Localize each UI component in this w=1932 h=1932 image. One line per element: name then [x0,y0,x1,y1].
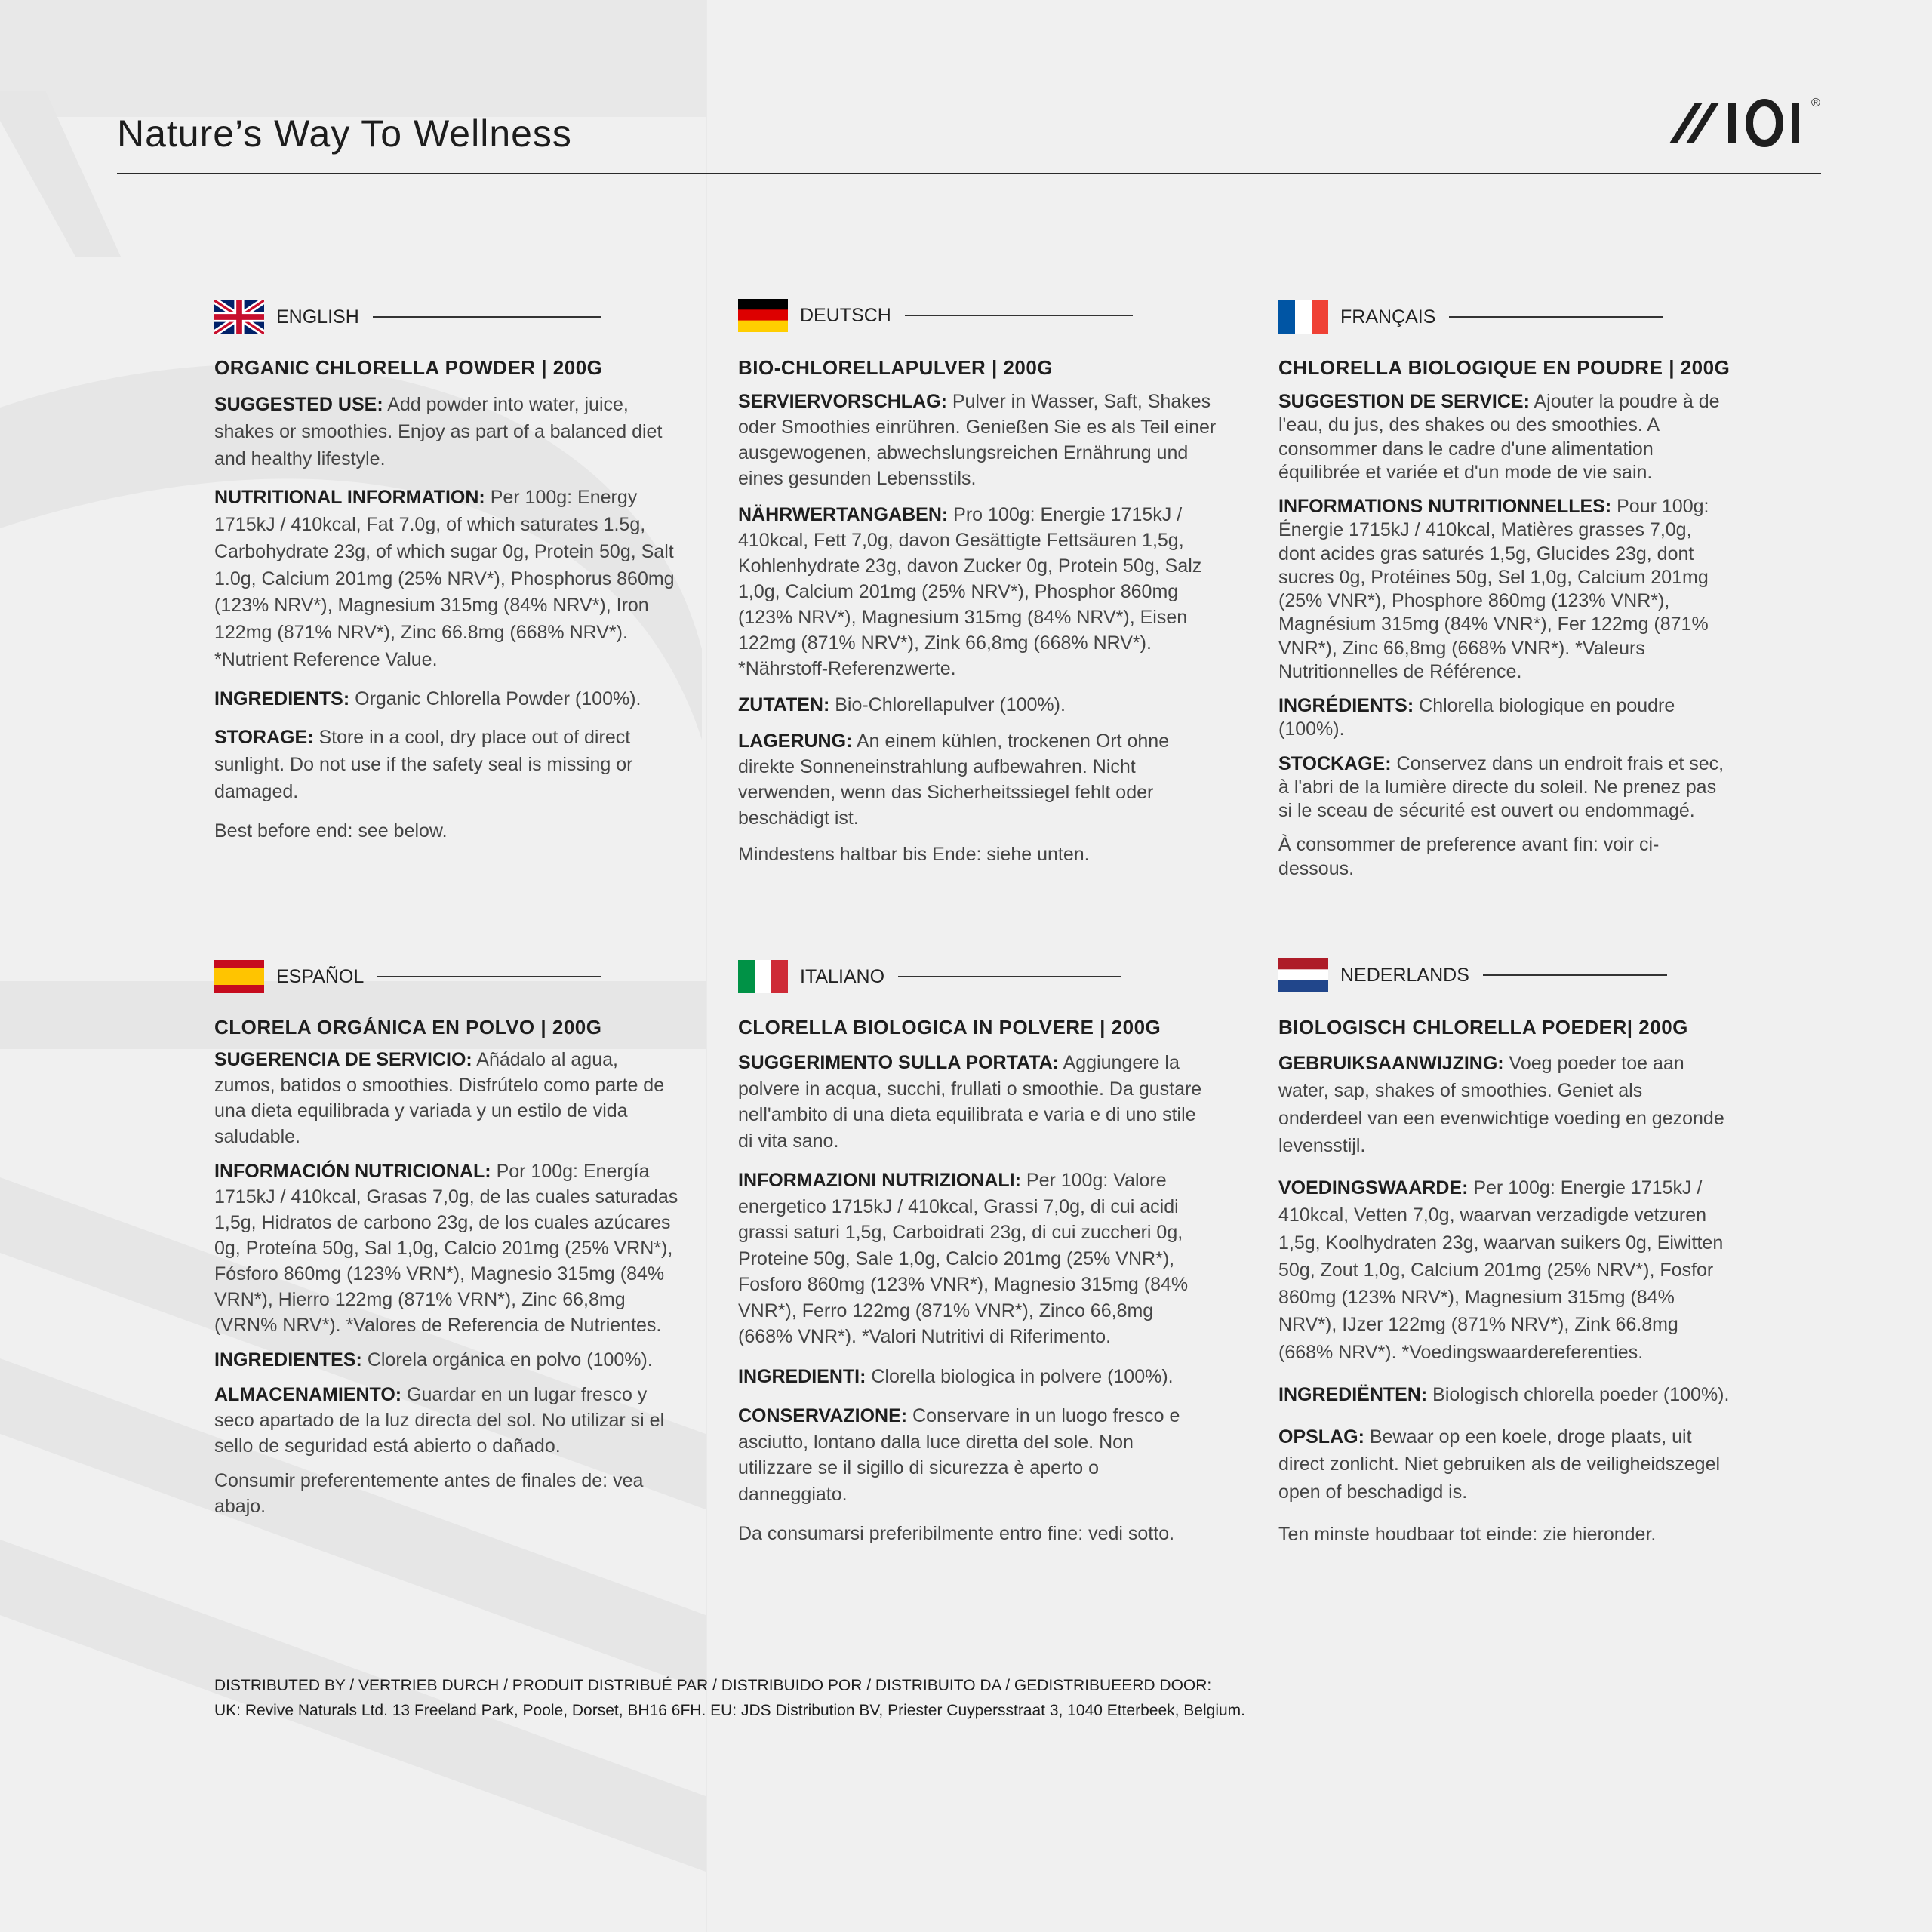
ingredients-text: INGREDIENTS: Organic Chlorella Powder (100%). [214,688,641,709]
nutrition-text: NÄHRWERTANGABEN: Pro 100g: Energie 1715kJ / 410kcal, Fett 7,0g, davon Gesättigte Fettsäuren 1,5g, Kohlenhydrate 23g, davon Zucker 0g, Protein 50g, Salz 1,0g, Calcium 201mg (25% NRV*), Phosphor 860mg (123% NRV*), Magnesium 315mg (84% NRV*), Eisen 122mg (871% NRV*), Zink 66,8mg (668% NRV*). *Nährstoff-Referenzwerte. [738,504,1202,679]
ingredients-text: INGREDIENTES: Clorela orgánica en polvo (100%). [214,1349,653,1371]
language-rule [373,316,601,318]
section-francais [1278,300,1731,881]
product-title: CLORELA ORGÁNICA EN POLVO | 200G [214,1016,602,1038]
uk-flag-icon [214,300,264,334]
nutrition-text: NUTRITIONAL INFORMATION: Per 100g: Energy 1715kJ / 410kcal, Fat 7.0g, of which saturates 1.5g, Carbohydrate 23g, of which sugar 0g, Protein 50g, Salt 1.0g, Calcium 201mg (25% NRV*), Phosphorus 860mg (123% NRV*), Magnesium 315mg (84% NRV*), Iron 122mg (871% NRV*), Zinc 66.8mg (668% NRV*). *Nutrient Reference Value. [214,487,675,670]
section-english [214,300,682,844]
storage-text: LAGERUNG: An einem kühlen, trockenen Ort ohne direkte Sonneneinstrahlung aufbewahren. Nicht verwenden, wenn das Sicherheitssiegel fehlt oder beschädigt ist. [738,731,1170,829]
nutrition-text: INFORMAZIONI NUTRIZIONALI: Per 100g: Valore energetico 1715kJ / 410kcal, Grassi 7,0g, di cui acidi grassi saturi 1,5g, Carboidrati 23g, di cui zuccheri 0g, Proteine 50g, Sale 1,0g, Calcio 201mg (25% VNR*), Fosforo 860mg (123% VNR*), Magnesio 315mg (84% VNR*), Ferro 122mg (871% VNR*), Zinco 66,8mg (668% VNR*). *Valori Nutritivi di Riferimento. [738,1170,1189,1347]
product-title: CHLORELLA BIOLOGIQUE EN POUDRE | 200G [1278,356,1730,379]
storage-text: STOCKAGE: Conservez dans un endroit frais et sec, à l'abri de la lumière directe du soleil. Ne prenez pas si le sceau de sécurité est ouvert ou endommagé. [1278,752,1724,821]
language-header [1278,300,1731,334]
language-name: ESPAÑOL [276,965,365,987]
best-before-text: Best before end: see below. [214,820,448,841]
it-flag-icon [738,960,788,993]
language-header [214,960,681,993]
nl-flag-icon [1278,958,1328,992]
nutrition-text: VOEDINGSWAARDE: Per 100g: Energie 1715kJ / 410kcal, Vetten 7,0g, waarvan verzadigde vetzuren 1,5g, Koolhydraten 23g, waarvan suikers 0g, Eiwitten 50g, Zout 1,0g, Calcium 201mg (25% NRV*), Fosfor 860mg (123% NRV*), Magnesium 315mg (84% NRV*), IJzer 122mg (871% NRV*), Zink 66.8mg (668% NRV*). *Voedingswaardereferenties. [1278,1177,1724,1363]
language-rule [1449,316,1663,318]
storage-text: ALMACENAMIENTO: Guardar en un lugar fresco y seco apartado de la luz directa del sol. No utilizar si el sello de seguridad está abierto o dañado. [214,1384,665,1457]
section-deutsch [738,299,1221,867]
section-espanol [214,960,681,1519]
ingredients-text: INGREDIENTI: Clorella biologica in polvere (100%). [738,1365,1174,1387]
product-title: CLORELLA BIOLOGICA IN POLVERE | 200G [738,1016,1161,1038]
es-flag-icon [214,960,264,993]
best-before-text: Ten minste houdbaar tot einde: zie hieronder. [1278,1523,1657,1545]
section-nederlands [1278,958,1731,1548]
nutrition-text: INFORMACIÓN NUTRICIONAL: Por 100g: Energía 1715kJ / 410kcal, Grasas 7,0g, de las cuales saturadas 1,5g, Hidratos de carbono 23g, de los cuales azúcares 0g, Proteína 50g, Sal 1,0g, Calcio 201mg (25% VRN*), Fósforo 860mg (123% VRN*), Magnesio 315mg (84% VRN*), Hierro 122mg (871% VRN*), Zinc 66,8mg (VRN% NRV*). *Valores de Referencia de Nutrientes. [214,1161,678,1336]
language-header [738,960,1206,993]
distributor-footer [214,1674,1245,1723]
language-name: ENGLISH [276,306,359,328]
language-rule [905,315,1133,316]
header-divider [117,173,1821,174]
serving-suggestion-text: SUGERENCIA DE SERVICIO: Añádalo al agua, zumos, batidos o smoothies. Disfrútelo como parte de una dieta equilibrada y variada y un estilo de vida saludable. [214,1049,665,1147]
language-rule [898,976,1121,977]
product-title: ORGANIC CHLORELLA POWDER | 200G [214,356,603,379]
storage-text: OPSLAG: Bewaar op een koele, droge plaats, uit direct zonlicht. Niet gebruiken als de veiligheidszegel open of beschadigd is. [1278,1426,1721,1503]
ingredients-text: INGREDIËNTEN: Biologisch chlorella poeder (100%). [1278,1383,1730,1405]
section-italiano [738,960,1206,1547]
page-title: Nature’s Way To Wellness [117,112,572,155]
language-header [1278,958,1731,992]
language-name: DEUTSCH [800,304,891,326]
serving-suggestion-text: SERVIERVORSCHLAG: Pulver in Wasser, Saft, Shakes oder Smoothies einrühren. Genießen Sie es als Teil einer ausgewogenen, abwechslungsreichen Ernährung und eines gesunden Lebensstils. [738,391,1217,489]
language-rule [1483,974,1667,976]
language-name: FRANÇAIS [1340,306,1436,328]
serving-suggestion-text: SUGGESTION DE SERVICE: Ajouter la poudre à de l'eau, du jus, des shakes ou des smoothies. A consommer dans le cadre d'une alimentation équilibrée et variée et d'un mode de vie sain. [1278,391,1720,483]
product-title: BIOLOGISCH CHLORELLA POEDER| 200G [1278,1016,1688,1038]
distributor-heading: DISTRIBUTED BY / VERTRIEB DURCH / PRODUIT DISTRIBUÉ PAR / DISTRIBUIDO POR / DISTRIBUITO DA / GEDISTRIBUEERD DOOR: [214,1677,1212,1694]
language-name: ITALIANO [800,965,885,987]
storage-text: CONSERVAZIONE: Conservare in un luogo fresco e asciutto, lontano dalla luce diretta del sole. Non utilizzare se il sigillo di sicurezza è aperto o danneggiato. [738,1405,1180,1505]
storage-text: STORAGE: Store in a cool, dry place out of direct sunlight. Do not use if the safety seal is missing or damaged. [214,727,633,802]
best-before-text: Consumir preferentemente antes de finales de: vea abajo. [214,1470,644,1517]
language-header [214,300,682,334]
language-rule [377,976,601,977]
suggested-use-text: SUGGESTED USE: Add powder into water, juice, shakes or smoothies. Enjoy as part of a balanced diet and healthy lifestyle. [214,394,663,469]
ingredients-text: ZUTATEN: Bio-Chlorellapulver (100%). [738,694,1066,715]
language-header [738,299,1221,332]
usage-text: GEBRUIKSAANWIJZING: Voeg poeder toe aan water, sap, shakes of smoothies. Geniet als onderdeel van een evenwichtige voeding en gezonde levensstijl. [1278,1053,1724,1156]
brand-logo [1666,95,1825,155]
language-name: NEDERLANDS [1340,964,1469,986]
de-flag-icon [738,299,788,332]
best-before-text: Mindestens haltbar bis Ende: siehe unten. [738,844,1090,865]
distributor-addresses: UK: Revive Naturals Ltd. 13 Freeland Park, Poole, Dorset, BH16 6FH. EU: JDS Distribution BV, Priester Cuypersstraat 3, 1040 Etterbeek, Belgium. [214,1701,1245,1719]
registered-mark: ® [1811,97,1820,109]
ingredients-text: INGRÉDIENTS: Chlorella biologique en poudre (100%). [1278,695,1675,740]
nutrition-text: INFORMATIONS NUTRITIONNELLES: Pour 100g: Énergie 1715kJ / 410kcal, Matières grasses 7,0g, dont acides gras saturés 1,5g, Glucides 23g, dont sucres 0g, Protéines 50g, Sel 1,0g, Calcium 201mg (25% VNR*), Phosphore 860mg (123% VNR*), Magnésium 315mg (84% VNR*), Fer 122mg (871% VNR*), Zinc 66,8mg (668% VNR*). *Valeurs Nutritionnelles de Référence. [1278,496,1709,682]
best-before-text: Da consumarsi preferibilmente entro fine: vedi sotto. [738,1523,1175,1544]
product-title: BIO-CHLORELLAPULVER | 200G [738,356,1054,379]
fr-flag-icon [1278,300,1328,334]
serving-suggestion-text: SUGGERIMENTO SULLA PORTATA: Aggiungere la polvere in acqua, succhi, frullati o smoothie. Da gustare nell'ambito di una dieta equilibrata e varia e di uno stile di vita sano. [738,1052,1202,1152]
best-before-text: À consommer de preference avant fin: voir ci-dessous. [1278,834,1660,879]
